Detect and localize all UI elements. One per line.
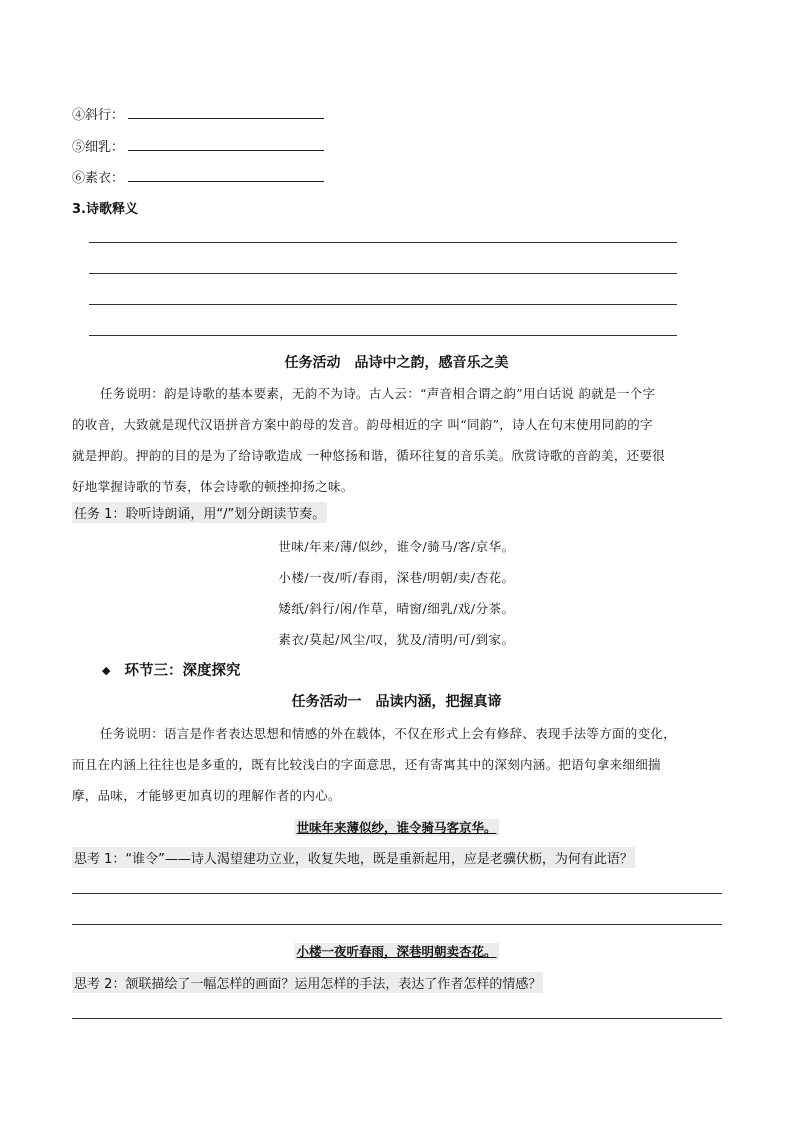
term-answer-line-5[interactable] [128,150,324,151]
term-label-4: ④斜行： [72,108,125,123]
term-label-6: ⑥素衣： [72,171,125,186]
term-answer-line-4[interactable] [128,118,324,119]
quote-text-2: 小楼一夜听春雨，深巷明朝卖杏花。 [296,944,497,959]
poem-line-2: 小楼/一夜/听/春雨，深巷/明朝/卖/杏花。 [278,570,515,585]
term-answer-line-6[interactable] [128,181,324,182]
poem-line-4: 素衣/莫起/风尘/叹，犹及/清明/可/到家。 [278,632,515,647]
description-line: 好地掌握诗歌的节奏，体会诗歌的顿挫抑扬之味。 [72,479,354,494]
quote-line-2 [0,942,793,960]
activity-title-meaning: 任务活动一 品读内涵，把握真谛 [291,694,502,710]
quote-text-1: 世味年来薄似纱，谁令骑马客京华。 [296,820,497,835]
think-question-2: 思考 2：颔联描绘了一幅怎样的画面？运用怎样的手法，表达了作者怎样的情感？ [72,972,543,993]
think1-answer-line-2[interactable] [72,924,722,925]
description-line: 任务说明：语言是作者表达思想和情感的外在载体，不仅在形式上会有修辞、表现手法等方面的变化， [100,726,677,741]
meaning-answer-line-2[interactable] [89,273,677,274]
description-line: 而且在内涵上往往也是多重的，既有比较浅白的字面意思，还有寄寓其中的深刻内涵。把语句拿来细细揣 [72,757,661,772]
meaning-answer-line-1[interactable] [89,242,677,243]
think-question-1: 思考 1：“谁令”——诗人渴望建功立业，收复失地，既是重新起用，应是老骥伏枥，为何有此语？ [72,847,635,868]
description-line: 摩，品味，才能够更加真切的理解作者的内心。 [72,788,341,803]
think2-answer-line-1[interactable] [72,1018,722,1019]
section-three-heading [102,659,240,680]
diamond-bullet-icon: ◆ [102,664,111,677]
activity-description-meaning [72,718,722,811]
think1-answer-line-1[interactable] [72,893,722,894]
meaning-answer-line-3[interactable] [89,304,677,305]
poem-line-3: 矮纸/斜行/闲/作草，晴窗/细乳/戏/分茶。 [278,601,515,616]
poem-line-1: 世味/年来/薄/似纱，谁令/骑马/客/京华。 [278,539,515,554]
term-label-5: ⑤细乳： [72,140,125,155]
description-line: 任务说明：韵是诗歌的基本要素，无韵不为诗。古人云：“声音相合谓之韵”用白话说 韵就是一个字 [100,386,656,401]
quote-line-1 [0,818,793,836]
description-line: 的收音，大致就是现代汉语拼音方案中韵母的发音。韵母相近的字 叫“同韵”，诗人在句末使用同韵的字 [72,417,653,432]
section-three-label: 环节三：深度探究 [124,662,241,679]
task-1-instruction: 任务 1：聆听诗朗诵，用“/”划分朗读节奏。 [72,502,327,523]
activity-title-rhyme: 任务活动 品诗中之韵，感音乐之美 [284,355,509,371]
activity-description-rhyme [72,378,722,502]
section-heading-poem-meaning: 3.诗歌释义 [72,202,138,217]
meaning-answer-line-4[interactable] [89,335,677,336]
description-line: 就是押韵。押韵的目的是为了给诗歌造成 一种悠扬和谐，循环往复的音乐美。欣赏诗歌的音韵美，还要很 [72,448,666,463]
